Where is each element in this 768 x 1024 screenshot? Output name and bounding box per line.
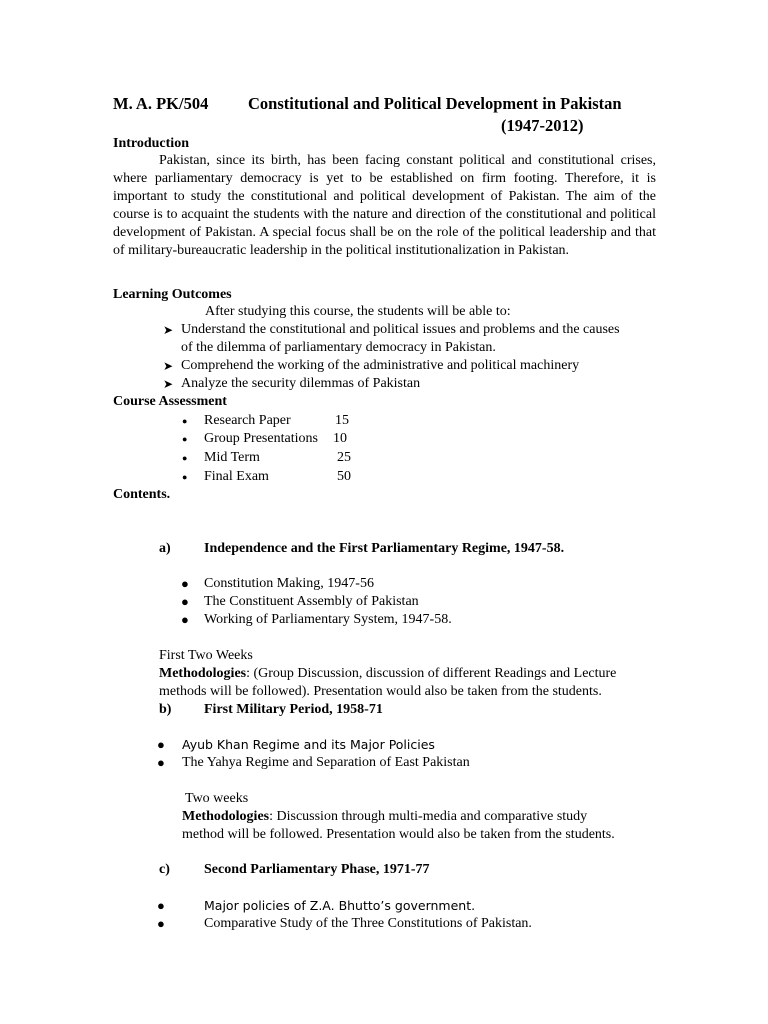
arrow-bullet-icon: ➤ [163, 359, 174, 373]
contents-heading: Contents. [113, 487, 171, 502]
assessment-label: Mid Term [204, 450, 260, 465]
bullet-icon: ● [157, 737, 165, 752]
section-a-item: The Constituent Assembly of Pakistan [204, 594, 419, 609]
section-b-item: The Yahya Regime and Separation of East Pakistan [182, 755, 470, 770]
assessment-label: Research Paper [204, 413, 291, 428]
methodologies-text: : Discussion through multi-media and comparative study [269, 809, 588, 824]
outcome-item: Understand the constitutional and political issues and problems and the causes [181, 322, 620, 337]
section-a-item: Working of Parliamentary System, 1947-58. [204, 612, 452, 627]
assessment-value: 25 [337, 450, 351, 465]
bullet-icon: ● [182, 434, 188, 444]
section-b-item: Ayub Khan Regime and its Major Policies [182, 737, 435, 752]
section-b-methodologies-continued: method will be followed. Presentation would also be taken from the students. [182, 827, 615, 842]
assessment-label: Final Exam [204, 469, 269, 484]
outcome-item-continued: of the dilemma of parliamentary democracy in Pakistan. [181, 340, 496, 355]
methodologies-label: Methodologies [182, 809, 270, 824]
section-c-letter: c) [159, 862, 170, 877]
section-b-methodologies [182, 808, 587, 826]
bullet-icon: ● [157, 898, 165, 913]
section-a-item: Constitution Making, 1947-56 [204, 576, 374, 591]
course-assessment-heading: Course Assessment [113, 394, 227, 409]
arrow-bullet-icon: ➤ [163, 323, 174, 337]
section-c-title: Second Parliamentary Phase, 1971-77 [204, 862, 430, 877]
outcome-item: Analyze the security dilemmas of Pakistan [181, 376, 421, 391]
section-a-methodologies-continued: methods will be followed). Presentation would also be taken from the students. [159, 684, 602, 699]
bullet-icon: ● [182, 453, 188, 463]
learning-outcomes-lead: After studying this course, the students will be able to: [205, 304, 511, 319]
bullet-icon: ● [181, 612, 189, 627]
outcome-item: Comprehend the working of the administrative and political machinery [181, 358, 580, 373]
bullet-icon: ● [181, 576, 189, 591]
bullet-icon: ● [181, 594, 189, 609]
learning-outcomes-heading: Learning Outcomes [113, 287, 232, 302]
bullet-icon: ● [182, 472, 188, 482]
section-a-duration: First Two Weeks [159, 648, 253, 663]
section-c-item: Comparative Study of the Three Constitutions of Pakistan. [204, 916, 532, 931]
section-b-letter: b) [159, 702, 172, 717]
methodologies-text: : (Group Discussion, discussion of different Readings and Lecture [246, 666, 617, 681]
section-a-letter: a) [159, 541, 171, 556]
introduction-heading: Introduction [113, 136, 189, 151]
introduction-paragraph [113, 152, 656, 260]
section-a-methodologies [159, 665, 616, 683]
course-years: (1947-2012) [501, 116, 584, 135]
section-b-duration: Two weeks [185, 791, 249, 806]
bullet-icon: ● [157, 755, 165, 770]
methodologies-label: Methodologies [159, 666, 247, 681]
assessment-value: 10 [333, 431, 347, 446]
section-a-title: Independence and the First Parliamentary Regime, 1947-58. [204, 541, 565, 556]
course-title: Constitutional and Political Development in Pakistan [248, 94, 622, 113]
assessment-value: 50 [337, 469, 351, 484]
assessment-value: 15 [335, 413, 349, 428]
section-b-title: First Military Period, 1958-71 [204, 702, 383, 717]
bullet-icon: ● [157, 916, 165, 931]
bullet-icon: ● [182, 416, 188, 426]
course-code: M. A. PK/504 [113, 94, 209, 113]
section-c-item: Major policies of Z.A. Bhutto’s government. [204, 898, 476, 913]
arrow-bullet-icon: ➤ [163, 377, 174, 391]
introduction-text: Pakistan, since its birth, has been facing constant political and constitutional crises, where parliamentary democracy is yet to be established on firm footing. Therefore, it is important to study the constitutional and political development of Pakistan. The aim of the course is to acquaint the students with the nature and direction of the constitutional and political development of Pakistan. A special focus shall be on the role of the political leadership and that of military-bureaucratic leadership in the political institutionalization in Pakistan. [113, 153, 656, 258]
assessment-label: Group Presentations [204, 431, 318, 446]
